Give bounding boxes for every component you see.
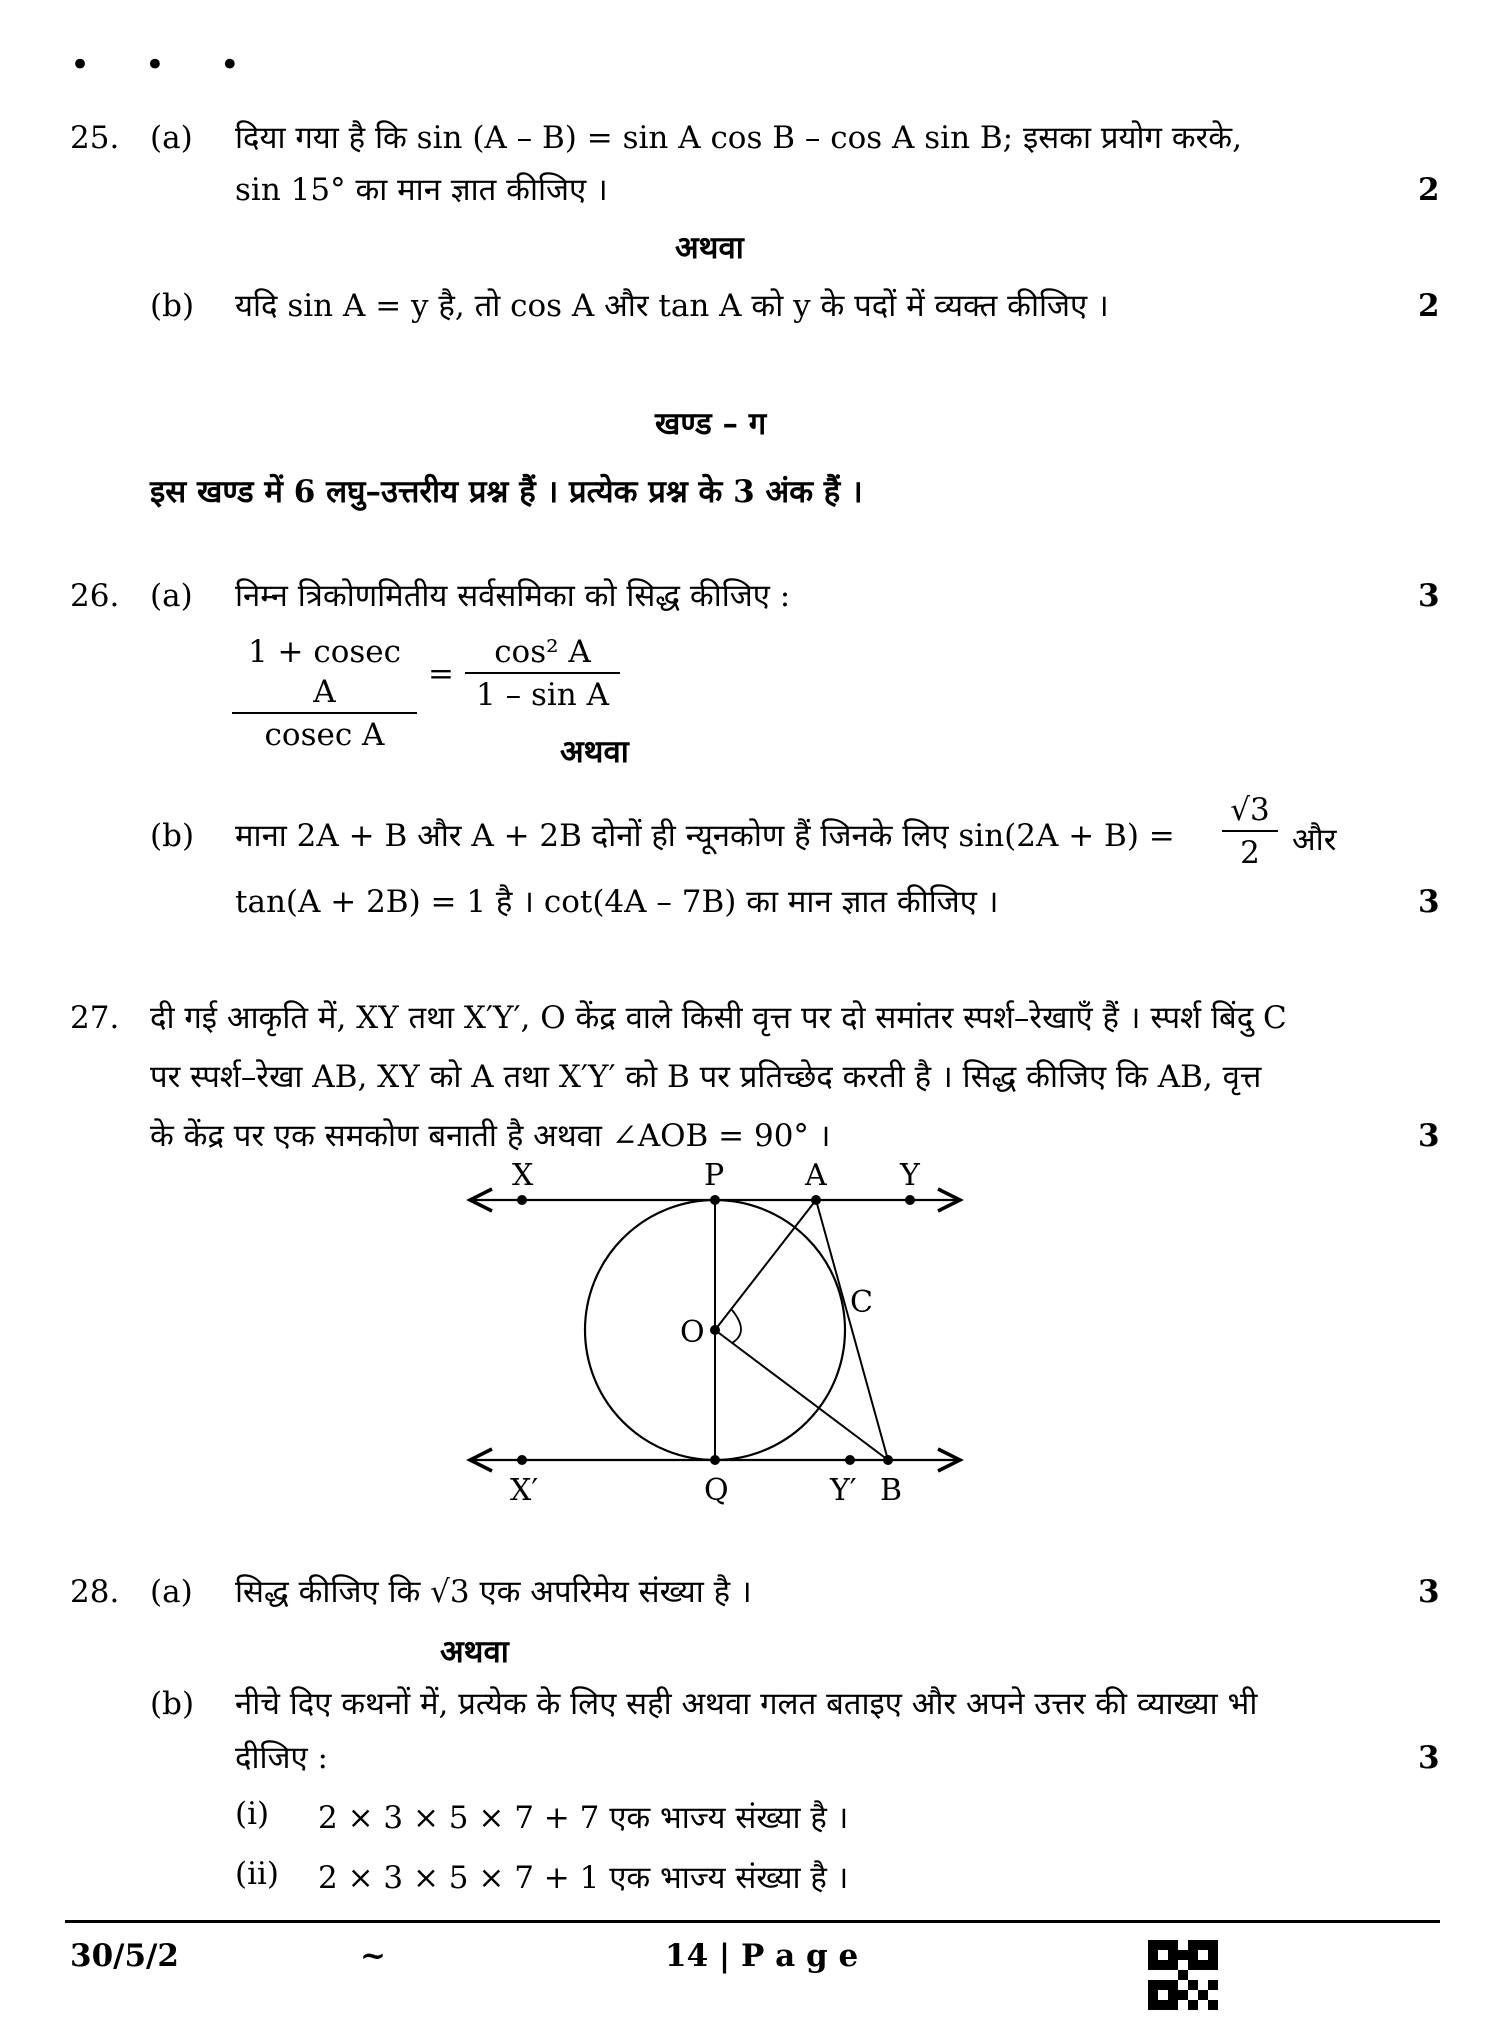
header-bullets: • • • [70,45,262,85]
label-y: Y [900,1158,920,1193]
segment-oa [715,1200,816,1330]
q26-b-fraction [1222,790,1278,874]
point-a [811,1195,821,1205]
q27-marks: 3 [1418,1118,1440,1154]
q25-or: अथवा [675,230,744,266]
q25-a-marks: 2 [1418,172,1440,208]
q28-b-line2: दीजिए : [235,1740,328,1776]
q26-lhs-denominator: cosec A [264,717,385,753]
section-title: खण्ड – ग [655,406,767,442]
q26-or: अथवा [560,734,629,770]
page-number: 14 | P a g e [665,1938,859,1974]
q26-rhs-denominator: 1 – sin A [476,677,609,713]
paper-code: 30/5/2 [70,1938,179,1974]
point-o [710,1325,720,1335]
q26-b-line2: tan(A + 2B) = 1 है । cot(4A – 7B) का मान ज्ञात कीजिए । [235,884,999,920]
point-x [517,1195,527,1205]
segment-ob [715,1330,888,1460]
q25-a-line2: sin 15° का मान ज्ञात कीजिए । [235,172,608,208]
q27-line3: के केंद्र पर एक समकोण बनाती है अथवा ∠AOB = 90° । [150,1118,831,1154]
question-number-28: 28. [70,1574,120,1610]
q26-rhs-fraction [465,632,620,716]
footer-rule [65,1920,1440,1923]
q26-lhs-fraction [232,632,417,756]
point-q [710,1455,720,1465]
q25-a-label: (a) [150,120,193,156]
q26-b-line1-end: और [1292,822,1337,858]
point-y [905,1195,915,1205]
label-x-prime: X′ [510,1473,539,1508]
label-p: P [704,1158,725,1193]
label-c: C [850,1285,873,1320]
q26-rhs-numerator: cos² A [465,632,620,674]
q28-b-line1: नीचे दिए कथनों में, प्रत्येक के लिए सही अथवा गलत बताइए और अपने उत्तर की व्याख्या भी [235,1686,1258,1722]
q28-b-marks: 3 [1418,1740,1440,1776]
q26-b-fraction-denominator: 2 [1240,835,1260,871]
question-number-26: 26. [70,578,120,614]
q26-equals: = [428,656,454,692]
point-b [883,1455,893,1465]
label-b: B [880,1473,903,1508]
q25-b-marks: 2 [1418,288,1440,324]
section-instruction: इस खण्ड में 6 लघु–उत्तरीय प्रश्न हैं । प्रत्येक प्रश्न के 3 अंक हैं । [150,474,863,510]
point-y-prime [845,1455,855,1465]
question-number-25: 25. [70,120,120,156]
point-p [710,1195,720,1205]
q28-a-text: सिद्ध कीजिए कि √3 एक अपरिमेय संख्या है । [235,1574,752,1610]
q27-line2: पर स्पर्श–रेखा AB, XY को A तथा X′Y′ को B पर प्रतिच्छेद करती है । सिद्ध कीजिए कि AB, वृत्त [150,1059,1262,1095]
q26-b-marks: 3 [1418,884,1440,920]
q27-line1: दी गई आकृति में, XY तथा X′Y′, O केंद्र वाले किसी वृत्त पर दो समांतर स्पर्श–रेखाएँ हैं । स्पर्श बिंदु C [150,1000,1287,1036]
q28-ii-label: (ii) [235,1856,280,1892]
footer-tilde: ~ [360,1938,386,1974]
q26-b-fraction-numerator: √3 [1222,790,1278,832]
q28-i-label: (i) [235,1796,270,1832]
tangent-ab [816,1200,888,1460]
question-number-27: 27. [70,1000,120,1036]
label-o: O [680,1315,705,1350]
q28-i-text: 2 × 3 × 5 × 7 + 7 एक भाज्य संख्या है । [318,1800,849,1836]
q26-a-marks: 3 [1418,578,1440,614]
q28-or: अथवा [440,1634,509,1670]
q28-b-label: (b) [150,1686,195,1722]
q26-b-line1: माना 2A + B और A + 2B दोनों ही न्यूनकोण हैं जिनके लिए sin(2A + B) = [235,818,1175,854]
q28-ii-text: 2 × 3 × 5 × 7 + 1 एक भाज्य संख्या है । [318,1860,849,1896]
q26-b-label: (b) [150,818,195,854]
q25-a-line1: दिया गया है कि sin (A – B) = sin A cos B – cos A sin B; इसका प्रयोग करके, [235,120,1242,156]
q26-a-label: (a) [150,578,193,614]
qr-code-icon [1148,1940,1218,2010]
q28-a-label: (a) [150,1574,193,1610]
q26-lhs-numerator: 1 + cosec A [232,632,417,714]
q25-b-label: (b) [150,288,195,324]
angle-arc [732,1310,741,1343]
label-q: Q [704,1473,729,1508]
q26-a-text: निम्न त्रिकोणमितीय सर्वसमिका को सिद्ध कीजिए : [235,578,791,614]
label-a: A [805,1158,827,1193]
q27-figure [460,1150,980,1510]
point-x-prime [517,1455,527,1465]
q28-a-marks: 3 [1418,1574,1440,1610]
label-y-prime: Y′ [830,1473,857,1508]
label-x: X [512,1158,534,1193]
q25-b-text: यदि sin A = y है, तो cos A और tan A को y के पदों में व्यक्त कीजिए । [235,288,1109,324]
